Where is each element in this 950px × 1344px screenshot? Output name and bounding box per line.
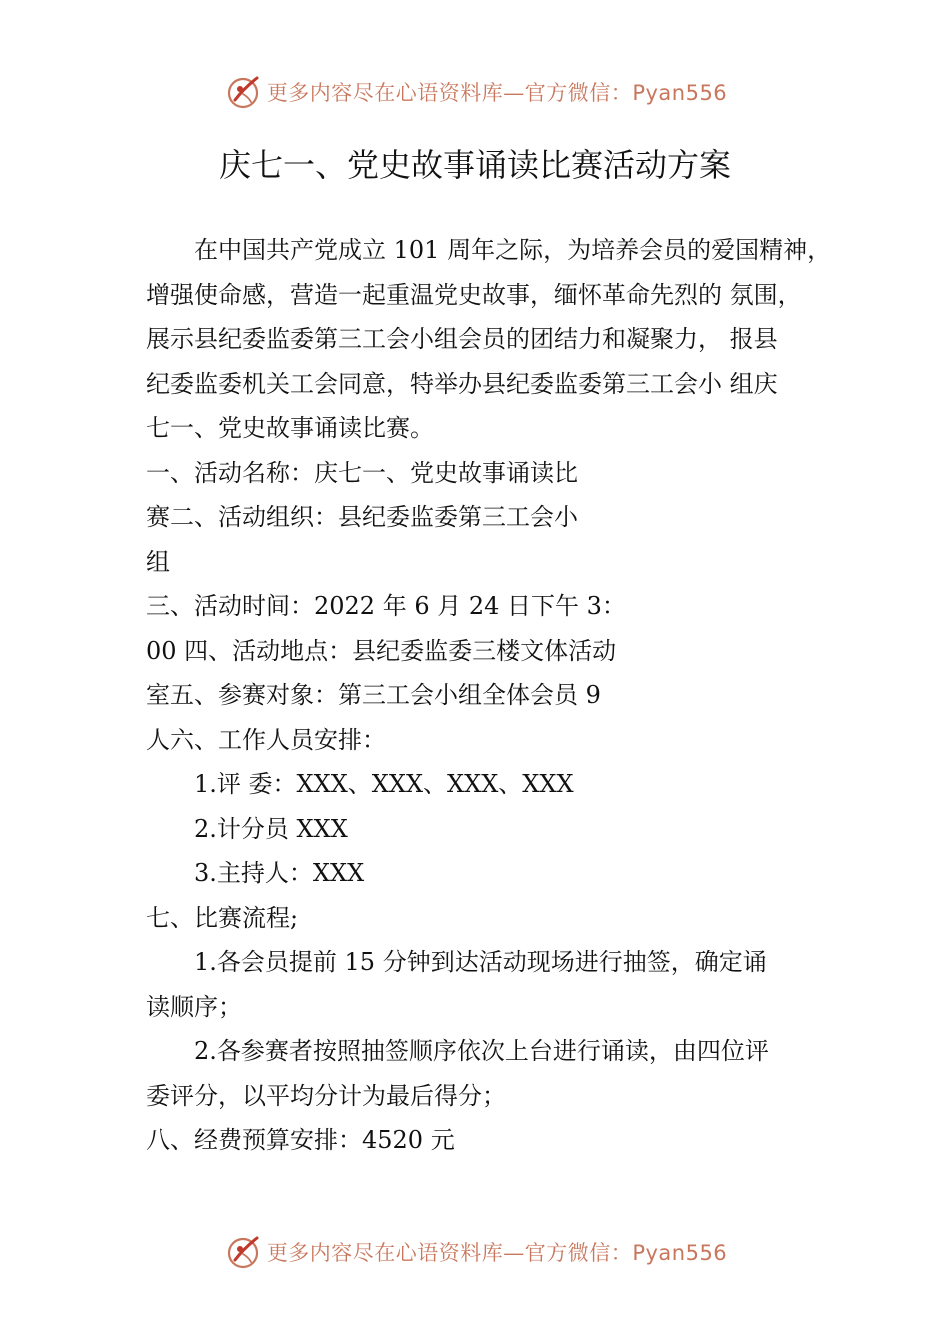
section-heading: 三、活动时间：2022 年 6 月 24 日下午 3： (146, 592, 626, 620)
document-body (146, 228, 866, 1163)
list-item: 1.各会员提前 15 分钟到达活动现场进行抽签，确定诵 (194, 948, 767, 976)
section-heading: 赛二、活动组织：县纪委监委第三工会小 (146, 503, 578, 531)
list-item: 2.计分员 XXX (194, 814, 348, 843)
section-heading: 一、活动名称：庆七一、党史故事诵读比 (146, 458, 578, 487)
section-heading: 室五、参赛对象：第三工会小组全体会员 9 (146, 681, 601, 709)
brand-logo-icon (223, 1232, 263, 1272)
list-item: 1.评 委：XXX、XXX、XXX、XXX (194, 770, 574, 798)
body-line: 读顺序； (146, 992, 242, 1021)
body-line: 组 (146, 547, 170, 576)
section-heading: 人六、工作人员安排： (146, 725, 386, 754)
section-heading: 八、经费预算安排：4520 元 (146, 1126, 455, 1154)
brand-logo-icon (223, 72, 263, 112)
watermark-id: Pyan556 (632, 1241, 728, 1265)
section-heading: 00 四、活动地点：县纪委监委三楼文体活动 (146, 636, 617, 665)
body-line: 纪委监委机关工会同意，特举办县纪委监委第三工会小 组庆 (146, 369, 778, 398)
body-line: 展示县纪委监委第三工会小组会员的团结力和凝聚力， 报县 (146, 325, 778, 353)
list-item: 3.主持人：XXX (194, 859, 365, 887)
body-line: 在中国共产党成立 101 周年之际，为培养会员的爱国精神， (194, 236, 832, 264)
list-item: 2.各参赛者按照抽签顺序依次上台进行诵读，由四位评 (194, 1037, 769, 1065)
body-line: 增强使命感，营造一起重温党史故事，缅怀革命先烈的 氛围， (146, 280, 802, 309)
header-watermark (0, 72, 950, 112)
watermark-text: 更多内容尽在心语资料库—官方微信：Pyan556 (266, 1241, 728, 1265)
document-title: 庆七一、党史故事诵读比赛活动方案 (218, 146, 731, 184)
watermark-id: Pyan556 (632, 81, 728, 105)
body-line: 七一、党史故事诵读比赛。 (146, 414, 434, 442)
section-heading: 七、比赛流程; (146, 903, 299, 932)
body-line: 委评分，以平均分计为最后得分； (146, 1081, 506, 1110)
watermark-text: 更多内容尽在心语资料库—官方微信：Pyan556 (266, 81, 728, 105)
footer-watermark (0, 1232, 950, 1272)
